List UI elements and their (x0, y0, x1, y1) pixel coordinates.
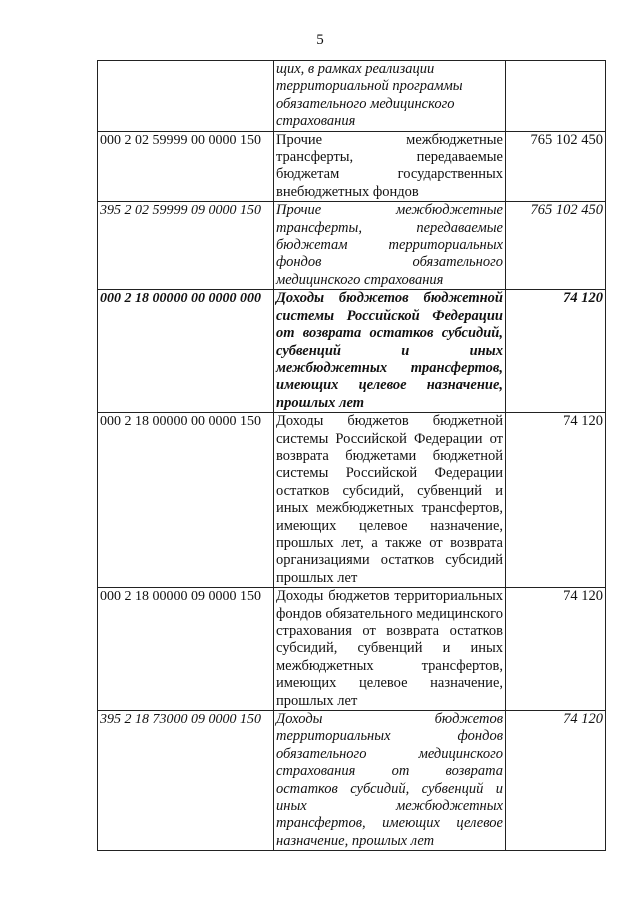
income-name: Прочие межбюджетные трансферты, передаваемые бюджетам государственных внебюджетных фондов (274, 131, 506, 202)
table-row (98, 711, 606, 851)
amount: 74 120 (506, 413, 606, 588)
table-row (98, 588, 606, 711)
amount: 74 120 (506, 290, 606, 413)
amount: 765 102 450 (506, 202, 606, 290)
income-name: Доходы бюджетов бюджетной системы Российской Федерации от возврата остатков субсидий, субвенций и иных межбюджетных трансфертов, имеющих целевое назначение, прошлых лет (274, 290, 506, 413)
table-row (98, 202, 606, 290)
amount: 74 120 (506, 711, 606, 851)
table-row (98, 290, 606, 413)
classification-code: 395 2 18 73000 09 0000 150 (98, 711, 274, 851)
table-row (98, 131, 606, 202)
classification-code: 000 2 02 59999 00 0000 150 (98, 131, 274, 202)
classification-code: 000 2 18 00000 09 0000 150 (98, 588, 274, 711)
classification-code: 000 2 18 00000 00 0000 150 (98, 413, 274, 588)
table-row (98, 61, 606, 132)
amount: 74 120 (506, 588, 606, 711)
classification-code (98, 61, 274, 132)
income-name: щих, в рамках реализации территориальной программы обязательного медицинского страхования (274, 61, 506, 132)
classification-code: 000 2 18 00000 00 0000 000 (98, 290, 274, 413)
table-row (98, 413, 606, 588)
income-name: Доходы бюджетов территориальных фондов обязательного медицинского страхования от возврата остатков субсидий, субвенций и иных межбюджетных трансфертов, имеющих целевое назначение, прошлых лет (274, 588, 506, 711)
amount (506, 61, 606, 132)
classification-code: 395 2 02 59999 09 0000 150 (98, 202, 274, 290)
budget-table (97, 60, 606, 851)
income-name: Доходы бюджетов бюджетной системы Российской Федерации от возврата бюджетами бюджетной системы Российской Федерации остатков субсидий, субвенций и иных межбюджетных трансфертов, имеющих целевое назначение, прошлых лет, а также от возврата организациями остатков субсидий прошлых лет (274, 413, 506, 588)
income-name: Доходы бюджетов территориальных фондов обязательного медицинского страхования от возврата остатков субсидий, субвенций и иных межбюджетных трансфертов, имеющих целевое назначение, прошлых лет (274, 711, 506, 851)
amount: 765 102 450 (506, 131, 606, 202)
income-name: Прочие межбюджетные трансферты, передаваемые бюджетам территориальных фондов обязательного медицинского страхования (274, 202, 506, 290)
page-number: 5 (316, 32, 324, 48)
